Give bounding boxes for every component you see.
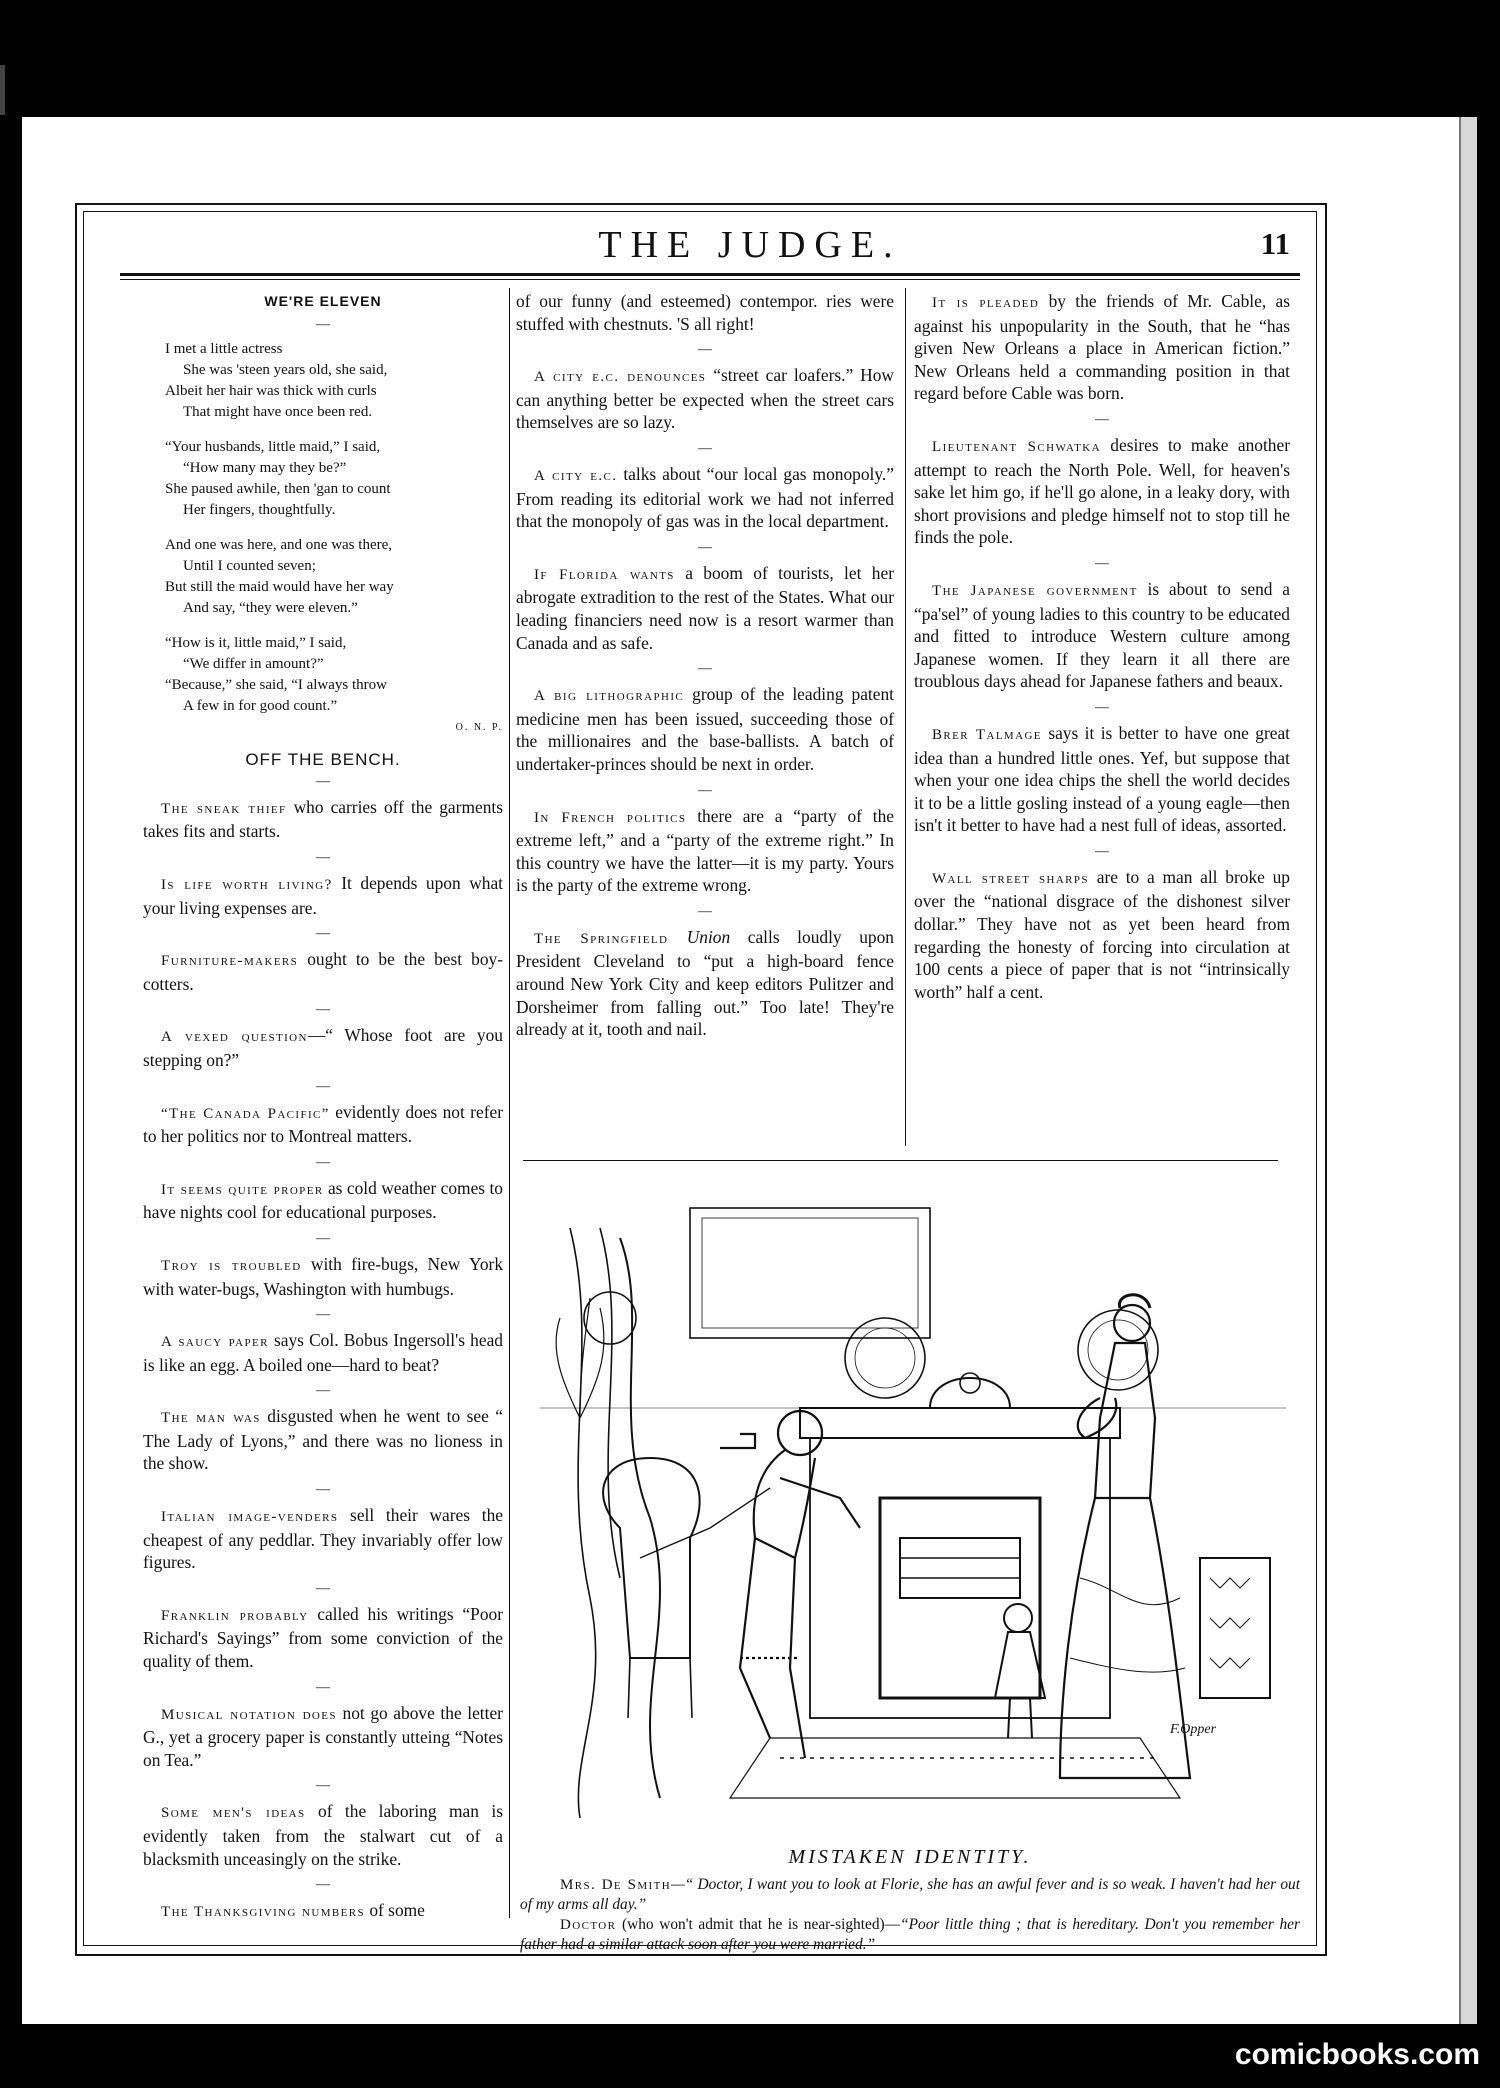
paragraph-item bbox=[516, 463, 894, 533]
artist-signature: F.Opper bbox=[1170, 1722, 1217, 1737]
paragraph-lead: A vexed question bbox=[161, 1029, 308, 1046]
caption-dialogue: —“ Doctor, I want you to look at Florie, she has an awful fever and is so weak. I haven't had her out of my arms all day.” bbox=[520, 1876, 1300, 1913]
paragraph-lead: If Florida wants bbox=[534, 566, 675, 583]
divider-dash: — bbox=[316, 1002, 330, 1018]
paragraph-text: desires to make another attempt to reach the North Pole. Well, for heaven's sake let him go, if he'll go alone, in a leaky dory, with short provisions and pledge himself not to stop till he finds the pole. bbox=[914, 434, 1290, 548]
paragraph-text: calls loudly upon President Cleveland to “put a high-board fence around New York City and keep editors Pulitzer and Dorsheimer from falling out.” Too late! They're already at it, tooth and nail. bbox=[516, 926, 894, 1040]
poem-line: That might have once been red. bbox=[183, 403, 373, 420]
poem-stanza bbox=[165, 633, 503, 717]
paragraph-text: “street car loafers.” How can anything better be expected when the street cars themselves are so lazy. bbox=[516, 365, 894, 433]
potted-plant bbox=[556, 1298, 604, 1418]
poem-line: Her fingers, thoughtfully. bbox=[183, 501, 336, 518]
divider-dash: — bbox=[316, 316, 330, 332]
divider-dash: — bbox=[698, 782, 712, 798]
paragraph-lead: A city e.c. bbox=[534, 467, 618, 484]
curtain-drape bbox=[620, 1238, 660, 1798]
paragraph-item bbox=[143, 1899, 503, 1924]
doctor-figure bbox=[640, 1411, 860, 1758]
caption-line-mrs-de-smith bbox=[520, 1875, 1300, 1915]
column-2-items bbox=[516, 290, 894, 1041]
column-2 bbox=[516, 290, 894, 1050]
cartoon-caption bbox=[520, 1875, 1300, 1955]
mantelpiece bbox=[800, 1408, 1120, 1438]
scan-spine-mark bbox=[0, 65, 5, 115]
divider-dash: — bbox=[698, 903, 712, 919]
paragraph-lead: It is pleaded bbox=[932, 295, 1040, 311]
paragraph-item bbox=[516, 683, 894, 775]
divider-dash: — bbox=[316, 849, 330, 865]
paragraph-lead: The sneak thief bbox=[161, 800, 287, 817]
paragraph-item bbox=[914, 578, 1290, 693]
paragraph-lead: Brer Talmage bbox=[932, 726, 1042, 743]
column-1 bbox=[143, 290, 503, 1933]
paragraph-item bbox=[516, 926, 894, 1041]
divider-dash: — bbox=[316, 773, 330, 789]
poem-line: A few in for good count.” bbox=[183, 697, 338, 714]
poem-line: “How is it, little maid,” I said, bbox=[165, 634, 347, 651]
paragraph-item bbox=[143, 948, 503, 995]
divider-dash: — bbox=[316, 1679, 330, 1695]
paragraph-item bbox=[516, 805, 894, 897]
paragraph-text: of some bbox=[365, 1900, 425, 1921]
paragraph-lead: A big lithographic bbox=[534, 688, 685, 705]
paragraph-item bbox=[143, 1177, 503, 1224]
paragraph-text: of our funny (and esteemed) contempor. ries were stuffed with chestnuts. 'S all right! bbox=[516, 291, 894, 334]
paragraph-item bbox=[914, 434, 1290, 549]
paragraph-item bbox=[143, 1405, 503, 1475]
paragraph-text: evidently does not refer to her politics nor to Montreal matters. bbox=[143, 1101, 503, 1147]
column-divider-2 bbox=[905, 288, 906, 1146]
paragraph-lead: The man was bbox=[161, 1410, 261, 1427]
caption-aside: (who won't admit that he is near-sighted)— bbox=[616, 1916, 901, 1933]
illustration-top-rule bbox=[523, 1160, 1278, 1161]
caption-speaker: Doctor bbox=[560, 1917, 617, 1933]
column-1-items bbox=[143, 796, 503, 1924]
divider-dash: — bbox=[1095, 699, 1109, 715]
paragraph-text: are to a man all broke up over the “national disgrace of the dishonest silver dollar.” They have not as yet been heard from regarding the honesty of forcing into circulation at 100 cents a piece of paper that is not “intrinsically worth” half a cent. bbox=[914, 866, 1291, 1002]
paragraph-lead: A saucy paper bbox=[161, 1334, 269, 1351]
divider-dash: — bbox=[316, 1307, 330, 1323]
paragraph-item bbox=[516, 290, 894, 335]
paragraph-item bbox=[143, 1702, 503, 1772]
page-edge bbox=[1459, 117, 1477, 2024]
poem-stanza bbox=[165, 437, 503, 521]
paragraph-text: who carries off the garments takes fits and starts. bbox=[143, 796, 503, 842]
paragraph-lead: Furniture-makers bbox=[161, 953, 299, 970]
column-divider-1 bbox=[509, 288, 510, 1918]
poem-line: Until I counted seven; bbox=[183, 557, 316, 574]
paragraph-lead: It seems quite proper bbox=[161, 1181, 324, 1198]
poem-line: But still the maid would have her way bbox=[165, 578, 394, 595]
poem-line: “Your husbands, little maid,” I said, bbox=[165, 438, 381, 455]
poem-stanza bbox=[165, 535, 503, 619]
paragraph-item bbox=[143, 796, 503, 843]
poem bbox=[143, 339, 503, 717]
paragraph-text: group of the leading patent medicine men has been issued, succeeding those of the millionaires and the base-ballists. A batch of undertaker-princes should be next in order. bbox=[516, 684, 894, 774]
divider-dash: — bbox=[316, 1230, 330, 1246]
paragraph-lead: In French politics bbox=[534, 809, 687, 826]
paragraph-item bbox=[143, 1329, 503, 1376]
paragraph-text: says Col. Bobus Ingersoll's head is like an egg. A boiled one—hard to beat? bbox=[143, 1330, 503, 1375]
divider-dash: — bbox=[698, 539, 712, 555]
divider-dash: — bbox=[698, 661, 712, 677]
paragraph-text: —“ Whose foot are you stepping on?” bbox=[143, 1025, 503, 1070]
paragraph-item bbox=[914, 866, 1290, 1004]
page-number: 11 bbox=[1260, 226, 1290, 261]
paragraph-text: disgusted when he went to see “ The Lady of Lyons,” and there was no lioness in the show. bbox=[143, 1406, 503, 1474]
paragraph-lead: Lieutenant Schwatka bbox=[932, 438, 1101, 455]
hearth-rug bbox=[730, 1738, 1180, 1798]
poem-line: “How many may they be?” bbox=[183, 459, 347, 476]
divider-dash: — bbox=[1095, 411, 1109, 427]
paragraph-lead: A city e.c. denounces bbox=[534, 369, 707, 386]
divider-dash: — bbox=[316, 1154, 330, 1170]
poem-stanza bbox=[165, 339, 503, 423]
wall-plate-left bbox=[845, 1318, 925, 1398]
masthead-title: THE JUDGE. bbox=[598, 224, 902, 266]
divider-dash: — bbox=[316, 1877, 330, 1893]
paragraph-text: It depends upon what your living expenses are. bbox=[143, 872, 504, 918]
paragraph-item bbox=[143, 1504, 503, 1574]
paragraph-text: there are a “party of the extreme left,” and a “party of the extreme right.” In this country we have the latter—it is my party. Yours is the party of the extreme wrong. bbox=[516, 805, 894, 896]
paragraph-item bbox=[143, 1253, 503, 1300]
divider-dash: — bbox=[316, 1778, 330, 1794]
paragraph-lead: Wall street sharps bbox=[932, 870, 1089, 887]
paragraph-item bbox=[516, 364, 894, 434]
paragraph-text: of the laboring man is evidently taken from the stalwart cut of a blacksmith unceasingly on the strike. bbox=[143, 1801, 504, 1869]
divider-dash: — bbox=[698, 440, 712, 456]
poem-line: Albeit her hair was thick with curls bbox=[165, 382, 377, 399]
paragraph-item bbox=[143, 1101, 503, 1148]
poem-line: “Because,” she said, “I always throw bbox=[165, 676, 387, 693]
section-heading: OFF THE BENCH. bbox=[245, 750, 401, 770]
paragraph-text: is about to send a “pa'sel” of young ladies to this country to be educated and fitted to introduce Western culture among Japanese women. If they learn it all there are troublous days ahead for Japanese fathers and beaux. bbox=[914, 578, 1290, 692]
paragraph-lead: “The Canada Pacific” bbox=[161, 1105, 330, 1122]
paragraph-lead: Italian image-venders bbox=[161, 1509, 339, 1526]
masthead-rule-thin bbox=[120, 279, 1300, 280]
paragraph-item bbox=[516, 562, 894, 654]
caption-title: MISTAKEN IDENTITY. bbox=[788, 1846, 1032, 1868]
paragraph-lead: Franklin probably bbox=[161, 1607, 309, 1624]
paragraph-text: called his writings “Poor Richard's Sayings” from some conviction of the quality of them. bbox=[143, 1603, 503, 1672]
masthead-rule-thick bbox=[120, 273, 1300, 276]
paragraph-lead: The Thanksgiving numbers bbox=[161, 1904, 365, 1921]
paragraph-lead: Troy is troubled bbox=[161, 1257, 302, 1274]
divider-dash: — bbox=[316, 1580, 330, 1596]
paragraph-item bbox=[914, 722, 1290, 837]
paragraph-text: as cold weather comes to have nights cool for educational purposes. bbox=[143, 1177, 503, 1223]
paragraph-text: a boom of tourists, let her abrogate extradition to the rest of the States. What our leading financiers need now is a resort warmer than Canada and as safe. bbox=[516, 562, 895, 653]
paragraph-lead: The Springfield bbox=[534, 930, 687, 947]
poem-line: And say, “they were eleven.” bbox=[183, 599, 358, 616]
paragraph-lead: Musical notation does bbox=[161, 1706, 337, 1723]
column-3-items bbox=[914, 290, 1290, 1003]
paragraph-item bbox=[914, 290, 1290, 405]
armchair bbox=[603, 1458, 700, 1658]
poem-title: WE'RE ELEVEN bbox=[264, 293, 382, 309]
column-3 bbox=[914, 290, 1290, 1012]
paragraph-text: says it is better to have one great idea than a hundred little ones. Yef, but suppose that when your one idea chips the shell the world decides it to be a little gosling instead of a young eagle—then isn't it better to have had a nest full of ideas, assorted. bbox=[914, 722, 1291, 836]
paragraph-lead: Is life worth living? bbox=[161, 876, 333, 893]
divider-dash: — bbox=[316, 926, 330, 942]
poem-line: She was 'steen years old, she said, bbox=[183, 361, 388, 378]
poem-line: “We differ in amount?” bbox=[183, 655, 324, 672]
paragraph-lead: Some men's ideas bbox=[161, 1805, 306, 1822]
mrs-de-smith-figure bbox=[1060, 1295, 1190, 1778]
paragraph-text: by the friends of Mr. Cable, as against his unpopularity in the South, that he “has given New Orleans a place in American fiction.” New Orleans held a commanding position in that regard before Cable was born. bbox=[914, 291, 1290, 404]
caption-dialogue: “Poor little thing ; that is hereditary. Don't you remember her father had a similar attack soon after you were married.” bbox=[520, 1916, 1300, 1953]
divider-dash: — bbox=[316, 1078, 330, 1094]
paragraph-item bbox=[143, 1603, 503, 1673]
paragraph-text: ought to be the best boy-cotters. bbox=[143, 949, 503, 994]
poem-line: And one was here, and one was there, bbox=[165, 536, 392, 553]
divider-dash: — bbox=[1095, 843, 1109, 859]
paragraph-item bbox=[143, 872, 503, 919]
cartoon-illustration bbox=[540, 1198, 1286, 1838]
divider-dash: — bbox=[316, 1383, 330, 1399]
paragraph-lead: The Japanese government bbox=[932, 582, 1138, 599]
poem-line: She paused awhile, then 'gan to count bbox=[165, 480, 391, 497]
divider-dash: — bbox=[316, 1482, 330, 1498]
paragraph-text: talks about “our local gas monopoly.” From reading its editorial work we had not inferred that the monopoly of gas was in the local department. bbox=[516, 463, 895, 532]
paragraph-item bbox=[143, 1800, 503, 1870]
paragraph-item bbox=[143, 1024, 503, 1071]
caption-line-doctor bbox=[520, 1915, 1300, 1955]
paragraph-text: sell their wares the cheapest of any peddlar. They invariably offer low figures. bbox=[143, 1505, 504, 1573]
paragraph-text: with fire-bugs, New York with water-bugs, Washington with humbugs. bbox=[143, 1253, 504, 1299]
paragraph-italic: Union bbox=[686, 926, 731, 947]
caption-speaker: Mrs. De Smith bbox=[560, 1877, 672, 1893]
divider-dash: — bbox=[698, 342, 712, 358]
poem-line: I met a little actress bbox=[165, 340, 283, 357]
divider-dash: — bbox=[1095, 555, 1109, 571]
paragraph-text: not go above the letter G., yet a grocery paper is constantly utteing “Notes on Tea.” bbox=[143, 1702, 503, 1770]
poem-signature: O. N. P. bbox=[455, 721, 503, 733]
source-watermark: comicbooks.com bbox=[1234, 2038, 1480, 2071]
